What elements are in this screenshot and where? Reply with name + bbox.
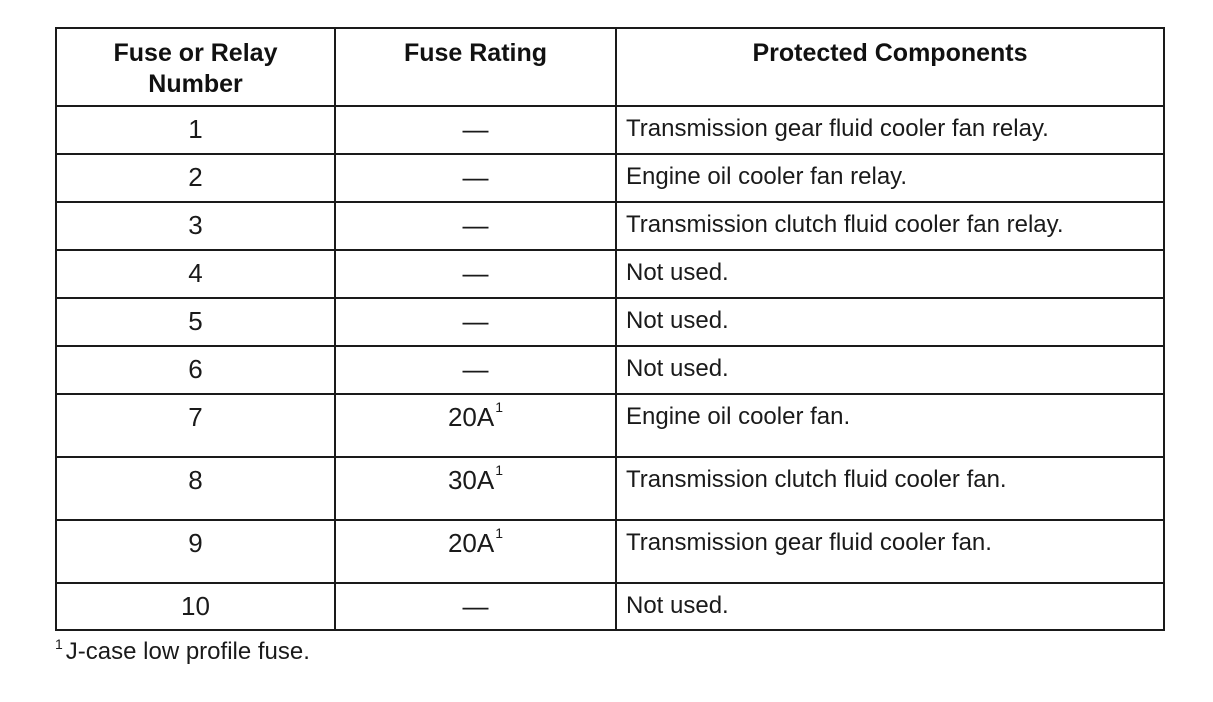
fuse-number-cell: 7: [56, 394, 335, 457]
footnote-marker: 1: [495, 462, 504, 478]
table-row: [56, 346, 1164, 394]
fuse-rating-cell: —: [335, 106, 616, 154]
footnote-marker: 1: [55, 636, 63, 652]
protected-component-cell: Engine oil cooler fan relay.: [616, 154, 1164, 202]
protected-component-cell: Not used.: [616, 250, 1164, 298]
fuse-number-cell: 5: [56, 298, 335, 346]
protected-component-cell: Not used.: [616, 298, 1164, 346]
footnote-text: J-case low profile fuse.: [65, 638, 310, 665]
fuse-rating-cell: [335, 457, 616, 520]
column-header-protected-components-label: Protected Components: [752, 39, 1028, 67]
fuse-rating-cell: —: [335, 346, 616, 394]
table-row: [56, 154, 1164, 202]
fuse-number-cell: 9: [56, 520, 335, 583]
table-row: [56, 202, 1164, 250]
header-row: [56, 28, 1164, 106]
table-row: [56, 298, 1164, 346]
protected-component-cell: Not used.: [616, 583, 1164, 630]
table-row: [56, 520, 1164, 583]
table-row: [56, 106, 1164, 154]
fuse-rating-value: 30A: [447, 465, 495, 495]
table-row: [56, 583, 1164, 630]
protected-component-cell: Not used.: [616, 346, 1164, 394]
fuse-number-cell: 6: [56, 346, 335, 394]
table-row: [56, 457, 1164, 520]
protected-component-cell: Transmission clutch fluid cooler fan.: [616, 457, 1164, 520]
fuse-rating-cell: —: [335, 583, 616, 630]
footnote-marker: 1: [495, 399, 504, 415]
fuse-rating-cell: [335, 520, 616, 583]
fuse-rating-cell: —: [335, 298, 616, 346]
fuse-number-cell: 4: [56, 250, 335, 298]
fuse-number-cell: 10: [56, 583, 335, 630]
footnote-marker: 1: [495, 525, 504, 541]
column-header-fuse-number-label: Fuse or Relay Number: [113, 39, 278, 99]
fuse-number-cell: 8: [56, 457, 335, 520]
fuse-relay-table: [55, 27, 1165, 631]
column-header-fuse-rating: [335, 28, 616, 106]
fuse-rating-cell: —: [335, 202, 616, 250]
fuse-rating-cell: —: [335, 250, 616, 298]
fuse-number-cell: 1: [56, 106, 335, 154]
table-header: [56, 28, 1164, 106]
column-header-fuse-number: [56, 28, 335, 106]
protected-component-cell: Transmission gear fluid cooler fan relay.: [616, 106, 1164, 154]
fuse-rating-value: 20A: [447, 402, 495, 432]
column-header-protected-components: [616, 28, 1164, 106]
protected-component-cell: Engine oil cooler fan.: [616, 394, 1164, 457]
fuse-rating-cell: —: [335, 154, 616, 202]
table-body: [56, 106, 1164, 630]
fuse-rating-value: 20A: [447, 528, 495, 558]
column-header-fuse-rating-label: Fuse Rating: [403, 39, 548, 67]
fuse-number-cell: 2: [56, 154, 335, 202]
protected-component-cell: Transmission gear fluid cooler fan.: [616, 520, 1164, 583]
table-footnote: [55, 638, 310, 666]
fuse-number-cell: 3: [56, 202, 335, 250]
protected-component-cell: Transmission clutch fluid cooler fan relay.: [616, 202, 1164, 250]
table-row: [56, 394, 1164, 457]
fuse-rating-cell: [335, 394, 616, 457]
table-row: [56, 250, 1164, 298]
